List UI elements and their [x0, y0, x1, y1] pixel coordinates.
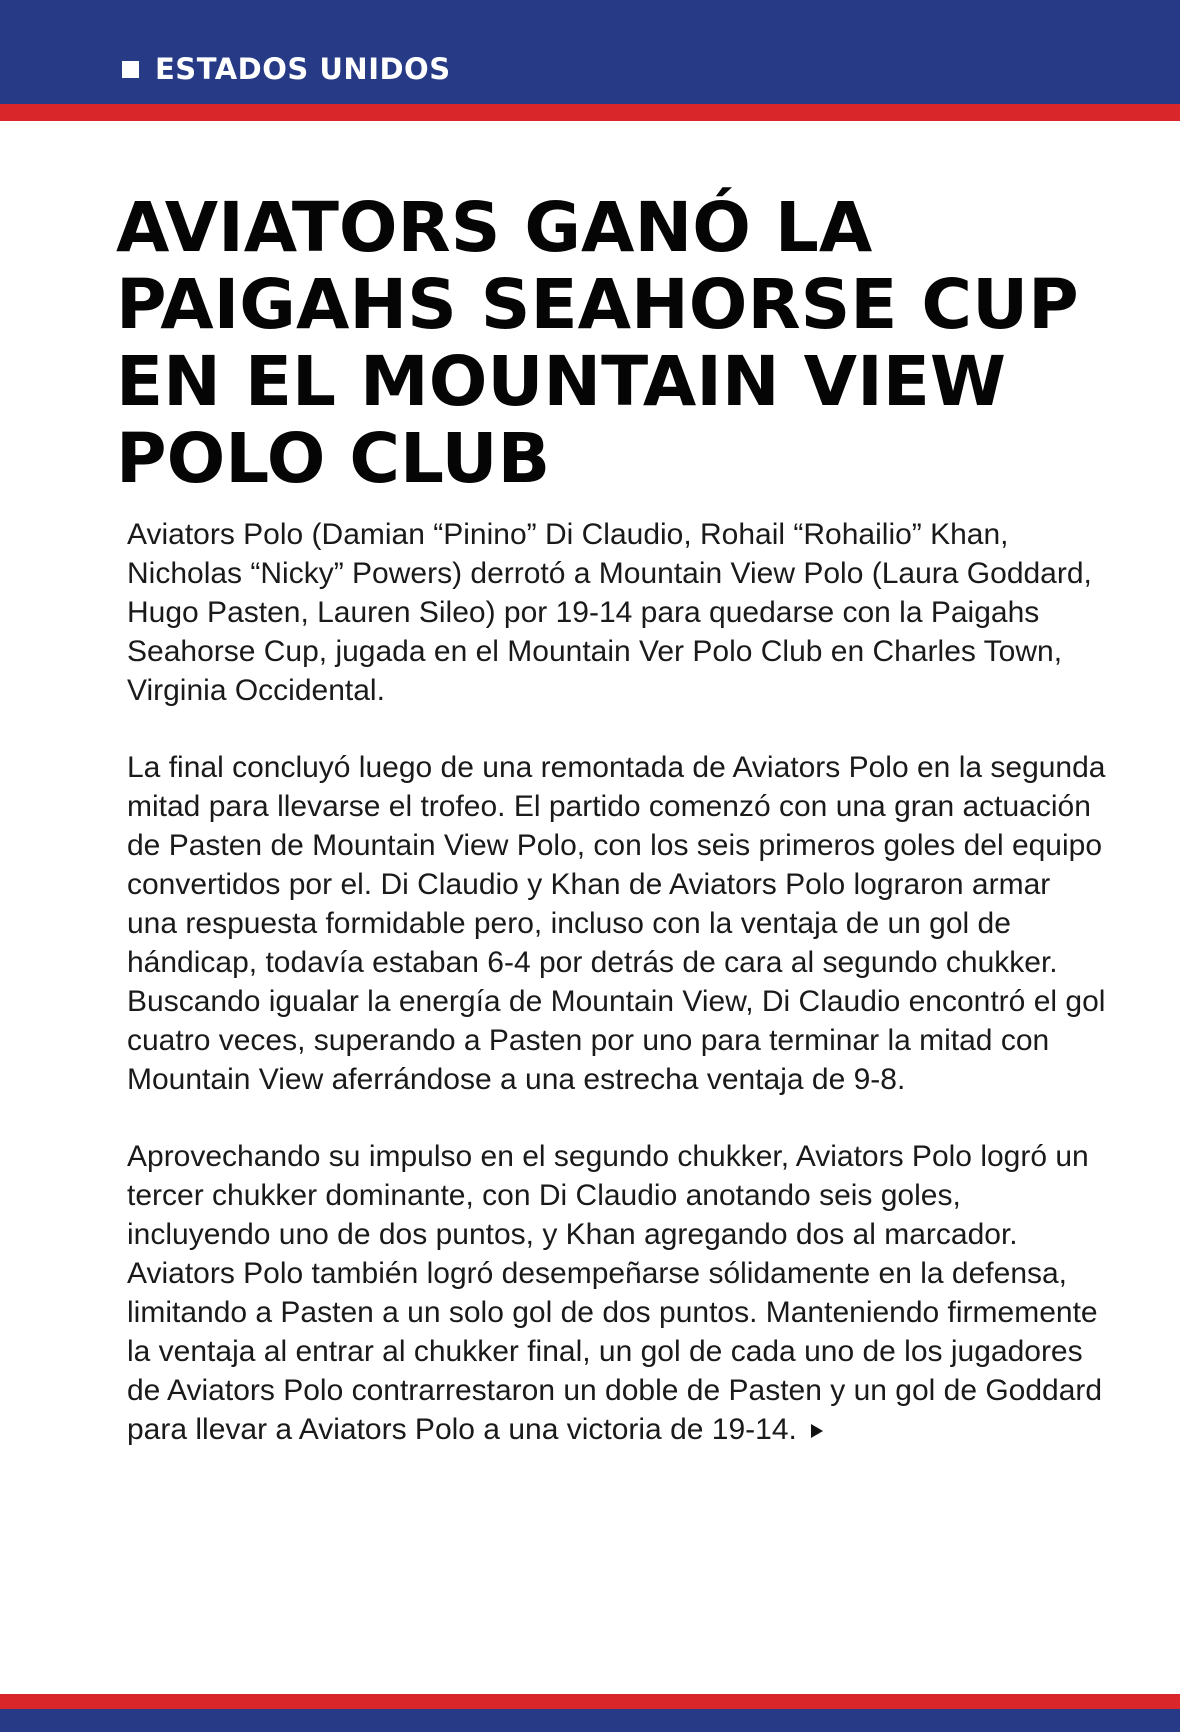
header-red-stripe [0, 104, 1180, 121]
title-line: PAIGAHS SEAHORSE CUP [116, 265, 1079, 345]
section-name: ESTADOS UNIDOS [155, 52, 451, 86]
footer-red-stripe [0, 1694, 1180, 1709]
title-line: POLO CLUB [116, 419, 551, 499]
square-bullet-icon [122, 61, 139, 78]
article-title [116, 190, 1156, 498]
article-paragraph: La final concluyó luego de una remontada de Aviators Polo en la segunda mitad para llevarse el trofeo. El partido comenzó con una gran actuación de Pasten de Mountain View Polo, con los seis primeros goles del equipo convertidos por el. Di Claudio y Khan de Aviators Polo lograron armar una respuesta formidable pero, incluso con la ventaja de un gol de hándicap, todavía estaban 6-4 por detrás de cara al segundo chukker. Buscando igualar la energía de Mountain View, Di Claudio encontró el gol cuatro veces, superando a Pasten por uno para terminar la mitad con Mountain View aferrándose a una estrecha ventaja de 9-8. [127, 751, 1106, 1096]
section-label [122, 46, 451, 92]
article-body [127, 515, 1107, 1487]
triangle-right-icon [811, 1424, 823, 1438]
article-paragraph: Aprovechando su impulso en el segundo chukker, Aviators Polo logró un tercer chukker dominante, con Di Claudio anotando seis goles, incluyendo uno de dos puntos, y Khan agregando dos al marcador. Aviators Polo también logró desempeñarse sólidamente en la defensa, limitando a Pasten a un solo gol de dos puntos. Manteniendo firmemente la ventaja al entrar al chukker final, un gol de cada uno de los jugadores de Aviators Polo contrarrestaron un doble de Pasten y un gol de Goddard para llevar a Aviators Polo a una victoria de 19-14. [127, 1140, 1103, 1446]
article-paragraph: Aviators Polo (Damian “Pinino” Di Claudio, Rohail “Rohailio” Khan, Nicholas “Nicky” Powers) derrotó a Mountain View Polo (Laura Goddard, Hugo Pasten, Lauren Sileo) por 19-14 para quedarse con la Paigahs Seahorse Cup, jugada en el Mountain Ver Polo Club en Charles Town, Virginia Occidental. [127, 518, 1092, 707]
title-line: AVIATORS GANÓ LA [116, 188, 873, 268]
footer-band [0, 1709, 1180, 1732]
title-line: EN EL MOUNTAIN VIEW [116, 342, 1006, 422]
